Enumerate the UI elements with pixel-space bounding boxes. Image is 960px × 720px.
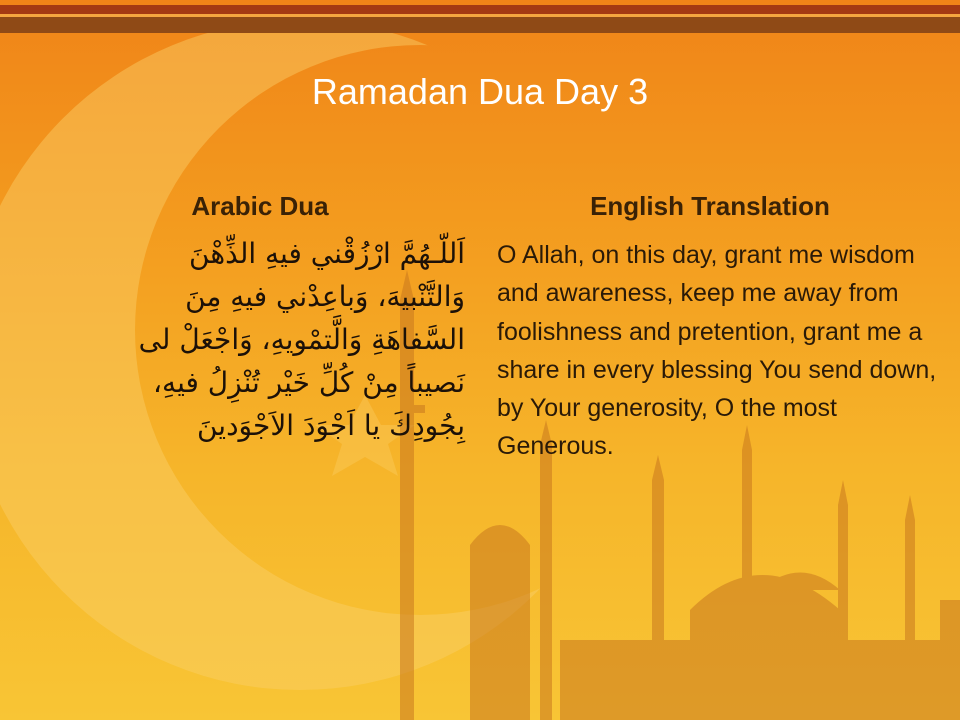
english-translation-text: O Allah, on this day, grant me wisdom and awareness, keep me away from foolishness and pretention, grant me a share in every blessing You send down, by Your generosity, O the most Generous. — [497, 241, 937, 461]
arabic-line: وَالتَّنْبيهَ، وَباعِدْني فيهِ مِنَ — [185, 280, 465, 313]
arabic-line: السَّفاهَةِ وَالَّتمْويهِ، وَاجْعَلْ لى — [138, 323, 465, 356]
arabic-heading: Arabic Dua — [191, 191, 329, 221]
english-heading: English Translation — [590, 191, 830, 221]
arabic-dua-text — [60, 232, 465, 447]
arabic-line: اَللّـهُمَّ ارْزُقْني فيهِ الذِّهْنَ — [189, 237, 465, 270]
top-bar-brown — [0, 17, 960, 33]
arabic-line: بِجُودِكَ يا اَجْوَدَ الاَجْوَدينَ — [196, 409, 465, 442]
arabic-line: نَصيباً مِنْ كُلِّ خَيْر تُنْزِلُ فيهِ، — [153, 366, 465, 399]
slide-title: Ramadan Dua Day 3 — [311, 71, 649, 112]
top-bar-dark — [0, 5, 960, 14]
